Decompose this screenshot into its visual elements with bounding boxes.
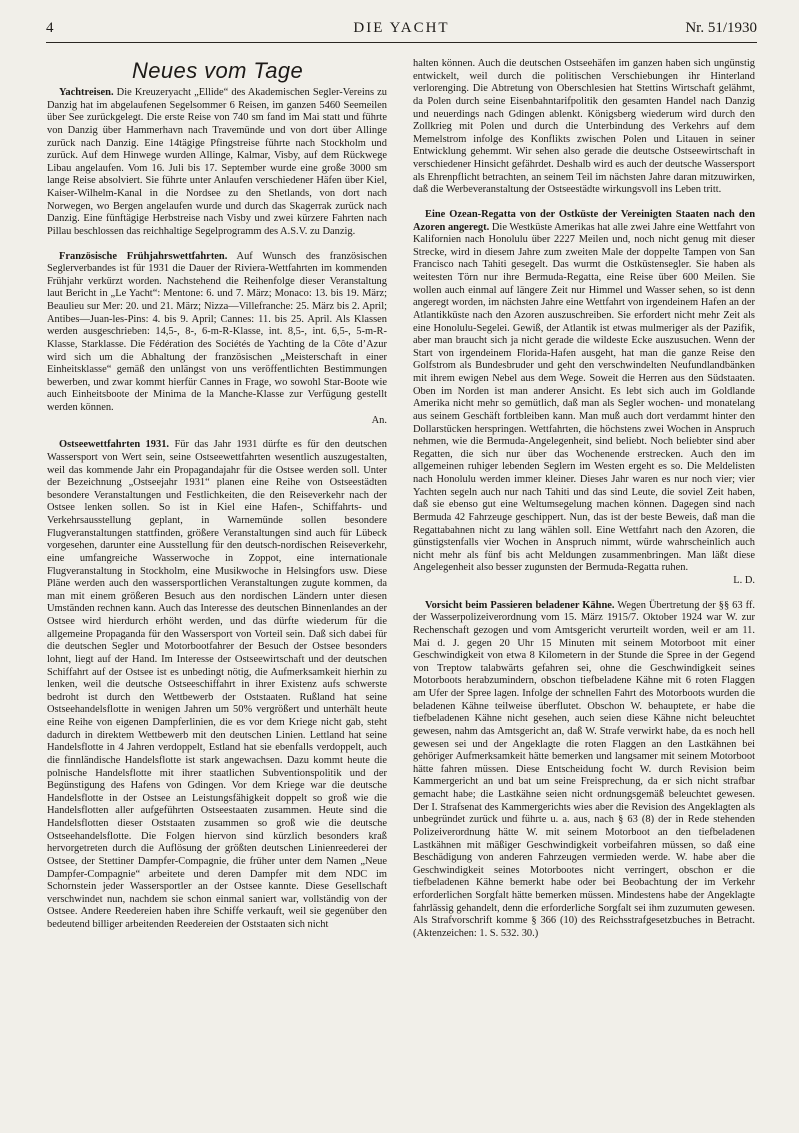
article-continuation: [413, 58, 755, 197]
right-column: [413, 58, 755, 953]
article-fruehjahrswettfahrten: [47, 251, 387, 428]
left-column: [47, 87, 387, 944]
article-signature: An.: [371, 414, 387, 426]
article-yachtreisen: [47, 87, 387, 239]
header-rule: [46, 42, 757, 43]
article-ostseewettfahrten: [47, 439, 387, 931]
article-heading: Yachtreisen.: [59, 87, 114, 98]
journal-title: DIE YACHT: [353, 20, 450, 36]
article-heading: Eine Ozean-Regatta von der Ostküste der Vereinigten Staaten nach den Azoren angeregt.: [413, 208, 755, 233]
issue-number: Nr. 51/1930: [685, 20, 757, 36]
article-heading: Ostseewettfahrten 1931.: [59, 439, 170, 451]
article-beladene-kaehne: [413, 600, 755, 941]
article-body: Die Kreuzeryacht „Ellide“ des Akademischen Segler-Vereins zu Danzig hat im abgelaufenen Segelsommer 6 Reisen, im ganzen 5460 Seemeilen über See zurückgelegt. Die erste Reise von 740 sm fand im Mai statt und führte von Danzig über Hammerhavn nach Travemünde und von dort über Allinge zurück nach Danzig. Eine 14tägige Pfingstreise führte nach Stockholm und zurück. Auf dem Hinwege wurden Allinge, Kalmar, Visby, auf dem Rückwege Libau angelaufen. Vom 16. Juli bis 17. September wurde eine große 3000 sm lange Reise absolviert. Sie führte unter Anlaufen verschiedener Häfen über Kiel, Kaiser-Wilhelm-Kanal in die Nordsee zu den Shetlands, von dort nach Norwegen, wo Bergen angelaufen wurde und durch das Skagerrak zurück nach Danzig. Eine fünftägige Herbstreise nach Visby und zwei kürzere Fahrten nach Pillau beschlossen das reichhaltige Segelprogramm des A.S.V. zu Danzig.: [47, 87, 387, 237]
article-body: halten können. Auch die deutschen Ostseehäfen im ganzen haben sich ungünstig entwickelt, weil durch die politischen Verschiebungen ihr Hinterland verlorenging. Die Abtretung von Oberschlesien hat Stettins Wirtschaft gelähmt, da Polen durch seine Eisenbahntarifpolitik den gesamten Handel nach Danzig und neuerdings nach Gdingen ablenkt. Königsberg wiederum wird durch den Zollkrieg mit Polen und durch die Unterbindung des Verkehrs auf dem Memelstrom infolge des Konflikts zwischen Polen und Litauen in seiner Entwicklung gehemmt. Wir sehen also gerade die deutsche Ostseewirtschaft in verschiedener Hinsicht gefährdet. Deshalb wird es auch der deutsche Wassersport als Ehrenpflicht betrachten, an seinem Teil im nächsten Jahre daran mitzuwirken, daß die Werbeveranstaltung der Ostseestädte wirkungsvoll ins Leben tritt.: [413, 58, 755, 196]
article-heading: Vorsicht beim Passieren beladener Kähne.: [425, 599, 615, 611]
article-heading: Französische Frühjahrswettfahrten.: [59, 250, 228, 262]
article-body: Auf Wunsch des französischen Seglerverbandes ist für 1931 die Dauer der Riviera-Wettfahrten im kommenden Frühjahr verkürzt worden. Nachstehend die Reihenfolge dieser Veranstaltung laut Bericht in „Le Yacht“: Mentone: 6. und 7. März; Monaco: 13. bis 19. März; Beaulieu sur Mer: 20. und 21. März; Nizza—Villefranche: 25. März bis 2. April; Antibes—Juan-les-Pins: 4. bis 9. April; Cannes: 11. bis 25. April. Als Klassen werden ausgeschrieben: 14,5-, 8-, 6-m-R-Klasse, int. 8,5-, int. 6,5-, 5-m-R-Klasse, Starklasse. Die Fédération des Sociétés de Yachting de la Côte d’Azur wird sich um die Abhaltung der französischen „Meisterschaft in einer Einheitsklasse“ gemäß den unlängst von uns veröffentlichten Bestimmungen bewerben, und zwar kommt hierfür Cannes in Frage, wo sowohl Star-Boote wie auch Einheitsboote der Minima de la Manche-Klasse zur Verfügung gestellt werden können.: [47, 250, 387, 413]
article-body: Die Westküste Amerikas hat alle zwei Jahre eine Wettfahrt von Kalifornien nach Honolulu über 2227 Meilen und, noch nicht genug mit dieser Strecke, wird in diesem Jahre zum zweiten Male der doppelte Tampen von San Francisco nach Tahiti gesegelt. Das wurmt die Ostküstensegler. Sie haben als weitesten Törn nur ihre Bermuda-Regatta, eine Reise über 600 Meilen. Sie wollen auch einmal auf längere Zeit nur Himmel und Wasser sehen, so ist denn angeregt worden, im nächsten Jahre eine Wettfahrt von irgendeinem Hafen an der Atlantikküste nach den Azoren auszuschreiben. Sie erfordert nicht mehr Zeit als eine Honolulu-Segelei. Gewiß, der Atlantik ist etwas mulmeriger als der Pazifik, aber man braucht sich ja nicht gerade die wildeste Ecke auszusuchen. Wenn der Start von irgendeinem Florida-Hafen ausgeht, hat man die ganze Reise den Golfstrom als Bundesbruder und geht den verschwindelten Neufundlandbänken mit ihrem ewigen Nebel aus dem Wege. Soweit die Herren aus den Südstaaten. Oben im Norden ist man anderer Ansicht. Es lebt sich auch im Goldlande Amerika nicht mehr so gemütlich, daß man als Segler wochen- und monatelang aus seinem Geschäft fortbleiben kann. Man muß auch dort verdammt hinter den Dollarstücken herspringen. Wettfahrten, die höchstens zwei Wochen in Anspruch nehmen, wie die Bermuda-Angelegenheit, sind beliebt. Noch beliebter sind aber Regatten, die sich nur über das Wochenende erstrecken. Auch den im allgemeinen ruhiger lebenden Seglern im Westen ergeht es so. Die Meldelisten nach Honolulu werden immer kleiner. Dieses Jahr waren es nur noch vier; vier Yachten segeln auch nur nach Tahiti und das sind Leute, die soviel Zeit haben, daß sie ebenso gut eine Weltumsegelung machen können. Dagegen sind nach Bermuda 42 Fahrzeuge geschippert. Nun, das ist der beste Beweis, daß man die Regattabahnen nicht zu lang wählen soll. Eine Wettfahrt nach den Azoren, die günstigstenfalls vier Wochen in Anspruch nimmt, würde wahrscheinlich auch nicht mehr als fünf bis acht Meldungen zusammenbringen. Man läßt diese Angelegenheit also besser zugunsten der Bermuda-Regatta ruhen.: [413, 221, 755, 574]
article-body: Für das Jahr 1931 dürfte es für den deutschen Wassersport von Wert sein, seine Ostseewettfahrten wesentlich auszugestalten, weil das kommende Jahr ein Propagandajahr für die Ostsee werden soll. Unter der Bezeichnung „Ostseejahr 1931“ planen eine Reihe von Ostseestädten besondere Veranstaltungen und Festlichkeiten, die den Reiseverkehr nach der Ostsee lenken sollen. So ist in Kiel eine Hafen-, Schiffahrts- und Verkehrsausstellung geplant, in Warnemünde sollen besondere Flugveranstaltungen stattfinden, größere Veranstaltungen sind auch für Lübeck vorgesehen, darunter eine Ausstellung für den deutsch-nordischen Reiseverkehr, eine umfangreiche Wasserwoche in Zoppot, eine internationale Flugveranstaltung in Stockholm, eine Musikwoche in Helsingfors usw. Diese Pläne werden auch den wassersportlichen Veranstaltungen zugute kommen, da man mit einem größeren Besuch aus den nordischen Ländern unter diesen Umständen rechnen kann. Auch das Interesse des deutschen Binnenlandes an der Ostsee wird hierdurch erhöht werden, und das dürfte wiederum für die allgemeine Propaganda für den Wassersport von Vorteil sein. Daß sich dabei für die deutschen Segler und Motorbootfahrer der Besuch der Ostsee besonders lohnt, liegt auf der Hand. Im Interesse der Ostseewirtschaft und der deutschen Schiffahrt auf der Ostsee ist es unbedingt nötig, die Aufmerksamkeit hierhin zu lenken, weil die deutsche Ostseeschiffahrt in ihrer Existenz aufs schwerste bedroht ist durch den Wettbewerb der Oststaaten. Rußland hat seine Ostseehandelsflotte in wenigen Jahren um 50% vergrößert und unterhält heute eine Reihe von eigenen Dampferlinien, die es vor dem Kriege nicht gab, steht dadurch in direktem Wettbewerb mit den deutschen Linien. Lettland hat seine Handelsflotte in 4 Jahren verdoppelt, Estland hat sie ebenfalls verdoppelt, auch die finnländische Handelsflotte ist stark angewachsen. Dazu kommt heute die polnische Handelsflotte mit ihrer staatlichen Subventionspolitik und der Begünstigung des Hafens von Gdingen. Vor dem Kriege war die deutsche Handelsflotte in der Ostsee an Leistungsfähigkeit doppelt so groß wie die Handelsflotten aller aufgeführten Ostseestaaten zusammen. Heute sind die Handelsflotten dieser Oststaaten zusammen so groß wie die deutsche Ostseehandelsflotte. Die Folgen hiervon sind kürzlich besonders kraß hervorgetreten durch die Auflösung der größten deutschen Linienreederei der Ostsee, der Stettiner Dampfer-Compagnie, die früher unter dem Namen „Neue Dampfer-Compagnie“ arbeitete und deren Dampfer mit dem NDC im Schornstein jeder Wassersportler an der Ostsee kannte. Diese Gesellschaft verschwindet nun, nachdem sie schon einmal saniert war, vollständig von der Ostsee. Andere Reedereien haben ihre Schiffe verkauft, weil sie gegenüber den bedeutend billiger arbeitenden Reedereien der Oststaaten sich nicht: [47, 439, 387, 930]
article-signature: L. D.: [733, 575, 755, 586]
article-ozean-regatta: [413, 209, 755, 588]
page-header: [46, 20, 757, 42]
page-number: 4: [46, 20, 54, 36]
article-body: Wegen Übertretung der §§ 63 ff. der Wasserpolizeiverordnung vom 15. März 1915/7. Oktober 1924 war W. zur Rechenschaft gezogen und vom Amtsgericht verurteilt worden, weil er am 11. Mai d. J. gegen 20 Uhr 15 Minuten mit seinem Motorboot mit einer Geschwindigkeit von etwa 8 Kilometern in der Stunde die Spree in der Gegend von Treptow talabwärts gefahren sei, ohne die Geschwindigkeit seines Motorboots herabzumindern, obschon tiefbeladene Kähne mit 6 roten Flaggen am Ufer der Spree lagen. Infolge der schnellen Fahrt des Motorboots wurden die beladenen Kähne teilweise überflutet. Obschon W. behauptete, er habe die tiefbeladenen Kähne nicht gesehen, auch seien diese Kähne nicht beleuchtet gewesen, nahm das Amtsgericht an, daß W. Strafe verwirkt habe, da es noch hell gewesen sei und der Angeklagte die roten Flaggen an den Lastkähnen bei gehöriger Aufmerksamkeit hätte bemerken und langsamer mit seinem Motorboot hätte fahren müssen. Diese Entscheidung focht W. durch Revision beim Kammergericht an und bat um seine Freisprechung, da er sich nicht strafbar gemacht habe; die Lastkähne seien nicht ordnungsgemäß beleuchtet gewesen. Der I. Strafsenat des Kammergerichts wies aber die Revision des Angeklagten als unbegründet zurück und führte u. a. aus, nach § 63 (8) der in Rede stehenden Polizeiverordnung hätte W. mit seinem Motorboot an den tiefbeladenen Lastkähnen mit mäßiger Geschwindigkeit vorbeifahren müssen, so daß eine Beschädigung von anderen Fahrzeugen vermieden werde. W. habe aber die Geschwindigkeit seines Motorbootes nicht verringert, obschon er die tiefbeladenen Kähne bemerkt habe oder bei Beobachtung der im Verkehr erforderlichen Sorgfalt hätte bemerken müssen. Mindestens habe der Angeklagte fahrlässig gehandelt, denn die erforderliche Sorgfalt sei ihm zuzumuten gewesen. Als Strafvorschrift komme § 366 (10) des Reichsstrafgesetzbuches in Betracht. (Aktenzeichen: 1. S. 532. 30.): [413, 599, 755, 939]
section-title: Neues vom Tage: [132, 58, 304, 83]
